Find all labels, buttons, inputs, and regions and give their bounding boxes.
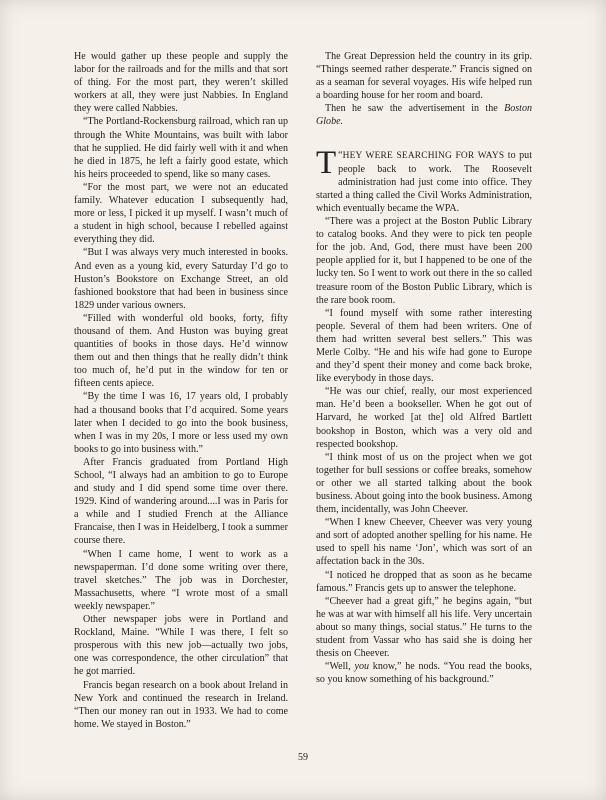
small-caps-lead: HEY WERE SEARCHING FOR WAYS xyxy=(342,150,505,161)
paragraph: “I think most of us on the project when we got together for bull sessions or coffee breaks, somehow or other we all started talking about the book business. About going into the book business. Among them, incidentally, was John Cheever. xyxy=(316,451,532,516)
paragraph: He would gather up these people and supply the labor for the railroads and for the mills and that sort of thing. For the most part, they weren’t skilled workers at all, they were just Nabbies. In England they were called Nabbies. xyxy=(74,51,288,115)
paragraph: “The Portland-Rockensburg railroad, which ran up through the White Mountains, was built with labor that he supplied. He did fairly well with it and when he died in 1875, he left a fairly good estate, which his heirs proceeded to spend, like so many cases. xyxy=(74,116,288,180)
paragraph: “There was a project at the Boston Public Library to catalog books. And they were to pick ten people for the job. And, God, there must have been 200 people applied for it, but I happened to be one of the lucky ten. So I went to work out there in the so called treasure room of the Boston Public Library, which is the rare book room. xyxy=(316,216,532,306)
ad-text: Then he saw the advertisement in the xyxy=(325,103,505,115)
emphasis: you xyxy=(354,661,369,673)
paragraph: “Filled with wonderful old books, forty, fifty thousand of them. And Huston was buying great quantities of books in those days. He’d winnow them out and then things that he really didn’t think too much of, he’d put in the window for ten or fifteen cents apiece. xyxy=(74,312,288,390)
paragraph: “He was our chief, really, our most experienced man. He’d been a bookseller. When he got out of Harvard, he worked [at the] old Alfred Bartlett bookshop in Boston, which was a very old and respected bookshop. xyxy=(316,386,532,450)
quote-text: “Well, xyxy=(325,661,355,673)
paragraph: “Cheever had a great gift,” he begins again, “but he was at war with himself all his life. Very uncertain about so many things, social status.” He turns to the student from Vassar who has said she is doing her thesis on Cheever. xyxy=(316,595,532,660)
opening-quote: “ xyxy=(338,149,343,161)
section-break xyxy=(316,129,532,149)
paragraph: Francis began research on a book about Ireland in New York and continued the research in Ireland. “Then our money ran out in 1933. We had to come home. We stayed in Boston.” xyxy=(74,679,288,730)
dropcap-paragraph xyxy=(316,144,532,215)
paragraph: “When I came home, I went to work as a newspaperman. I’d done some writing over there, travel sketches.” The job was in Dorchester, Massachusetts, where “I wrote most of a small weekly newspaper.” xyxy=(74,548,288,612)
paragraph: “By the time I was 16, 17 years old, I probably had a thousand books that I’d acquired. Some years later when I decided to go into the book business, when I was in my 20s, I more or less used my own books to go into business with.” xyxy=(74,391,288,455)
drop-cap-letter: T xyxy=(316,144,337,181)
paragraph xyxy=(316,102,532,128)
paragraph: The Great Depression held the country in its grip. “Things seemed rather desperate.” Francis signed on as a seaman for several voyages. His wife helped run a boarding house for her room and board. xyxy=(316,51,532,102)
page-number: 59 xyxy=(298,752,308,763)
right-column xyxy=(316,50,532,686)
paragraph xyxy=(316,660,532,686)
paragraph: “I found myself with some rather interesting people. Several of them had been writers. One of them had written several best sellers.” This was Merle Colby. “He and his wife had gone to Europe and they’d spent their money and come back broke, like everybody in those days. xyxy=(316,307,532,385)
quote-text: know,” he nods. “You read the books, so you know something of his background.” xyxy=(316,661,532,686)
paragraph: “But I was always very much interested in books. And even as a young kid, every Saturday I’d go to Huston’s Bookstore on Exchange Street, an old fashioned bookstore that had been in business since 1829 under various owners. xyxy=(74,247,288,311)
left-column xyxy=(74,50,288,731)
paragraph: “I noticed he dropped that as soon as he became famous.” Francis gets up to answer the telephone. xyxy=(316,569,532,594)
paragraph: “When I knew Cheever, Cheever was very young and sort of adopted another spelling for his name. He used to spell his name ‘Jon’, which was sort of an affectation back in the 30s. xyxy=(316,517,532,568)
newspaper-title: Boston Globe. xyxy=(316,103,532,128)
paragraph: Other newspaper jobs were in Portland and Rockland, Maine. “While I was there, I felt so prosperous with this new job—actually two jobs, one was correspondence, the other circulation” that he got married. xyxy=(74,614,288,678)
paragraph: After Francis graduated from Portland High School, “I always had an ambition to go to Europe and study and I did spend some time over there. 1929. Kind of wandering around....I was in Paris for a while and I studied French at the Alliance Francaise, then I was in Heidelberg, I took a summer course there. xyxy=(74,456,288,547)
paragraph: “For the most part, we were not an educated family. Whatever education I subsequently had, more or less, I picked it up myself. I wasn’t much of a student in high school, because I rebelled against everything they did. xyxy=(74,181,288,246)
dropcap-rest: to put people back to work. The Roosevelt administration had just come into office. They started a thing called the Civil Works Administration, which eventually became the WPA. xyxy=(316,149,532,214)
